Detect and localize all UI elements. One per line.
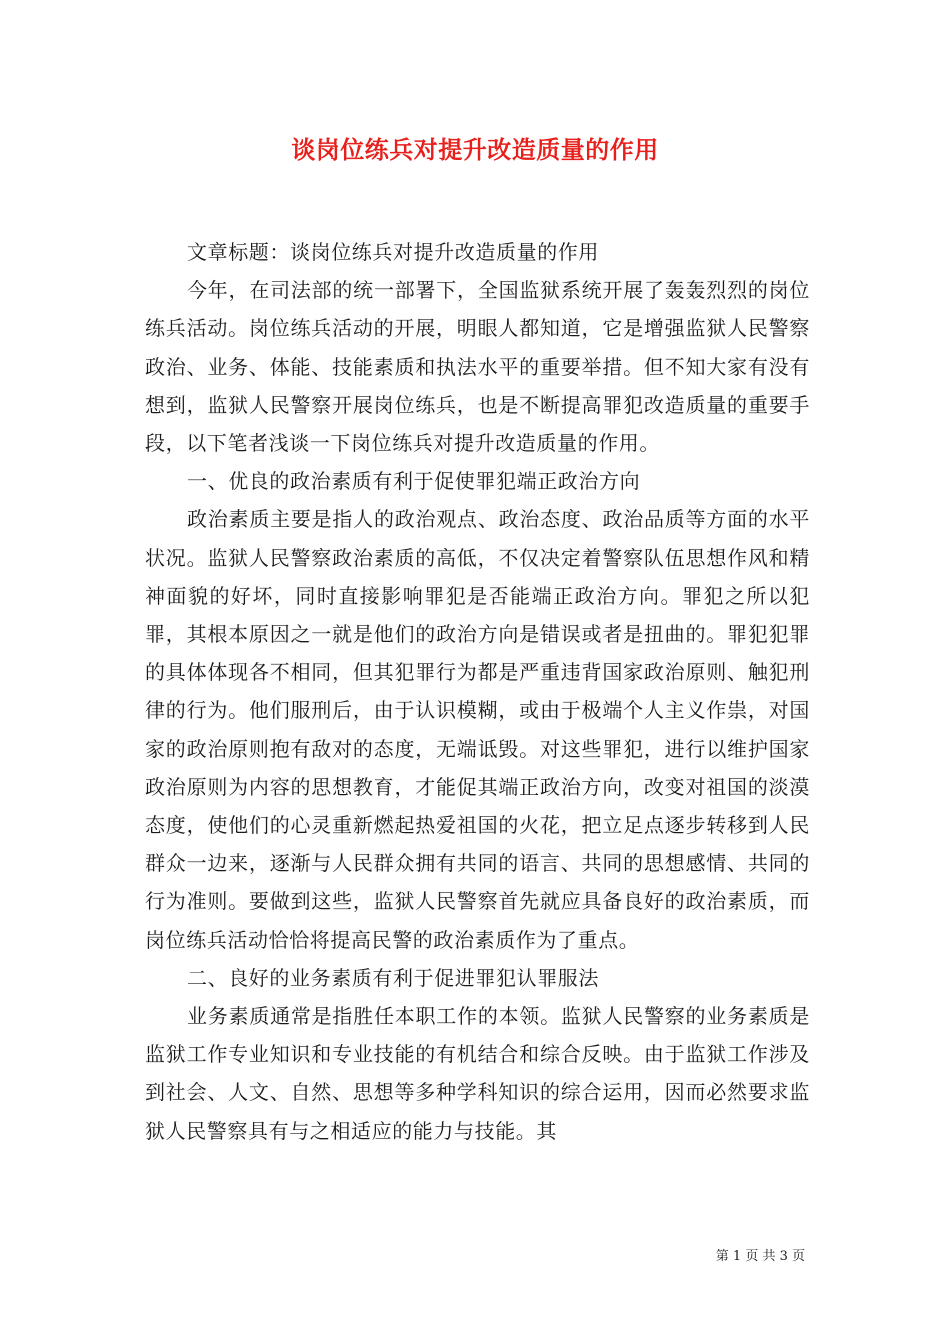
section-heading-1: 一、优良的政治素质有利于促使罪犯端正政治方向 bbox=[187, 469, 641, 494]
section-1-paragraph: 政治素质主要是指人的政治观点、政治态度、政治品质等方面的水平状况。监狱人民警察政治素质的高低，不仅决定着警察队伍思想作风和精神面貌的好坏，同时直接影响罪犯是否能端正政治方向。罪犯之所以犯罪，其根本原因之一就是他们的政治方向是错误或者是扭曲的。罪犯犯罪的具体体现各不相同，但其犯罪行为都是严重违背国家政治原则、触犯刑律的行为。他们服刑后，由于认识模糊，或由于极端个人主义作祟，对国家的政治原则抱有敌对的态度，无端诋毁。对这些罪犯，进行以维护国家政治原则为内容的思想教育，才能促其端正政治方向，改变对祖国的淡漠态度，使他们的心灵重新燃起热爱祖国的火花，把立足点逐步转移到人民群众一边来，逐渐与人民群众拥有共同的语言、共同的思想感情、共同的行为准则。要做到这些，监狱人民警察首先就应具备良好的政治素质，而岗位练兵活动恰恰将提高民警的政治素质作为了重点。 bbox=[145, 507, 810, 952]
article-title-line: 文章标题：谈岗位练兵对提升改造质量的作用 bbox=[187, 240, 599, 264]
section-2-paragraph: 业务素质通常是指胜任本职工作的本领。监狱人民警察的业务素质是监狱工作专业知识和专业技能的有机结合和综合反映。由于监狱工作涉及到社会、人文、自然、思想等多种学科知识的综合运用，因而必然要求监狱人民警察具有与之相适应的能力与技能。其 bbox=[145, 1004, 810, 1143]
intro-paragraph: 今年，在司法部的统一部署下，全国监狱系统开展了轰轰烈烈的岗位练兵活动。岗位练兵活动的开展，明眼人都知道，它是增强监狱人民警察政治、业务、体能、技能素质和执法水平的重要举措。但不知大家有没有想到，监狱人民警察开展岗位练兵，也是不断提高罪犯改造质量的重要手段，以下笔者浅谈一下岗位练兵对提升改造质量的作用。 bbox=[145, 278, 810, 456]
document-body bbox=[145, 233, 810, 1150]
page-footer: 第 1 页 共 3 页 bbox=[715, 1249, 805, 1264]
document-title: 谈岗位练兵对提升改造质量的作用 bbox=[291, 135, 659, 164]
section-heading-2: 二、良好的业务素质有利于促进罪犯认罪服法 bbox=[187, 965, 599, 990]
